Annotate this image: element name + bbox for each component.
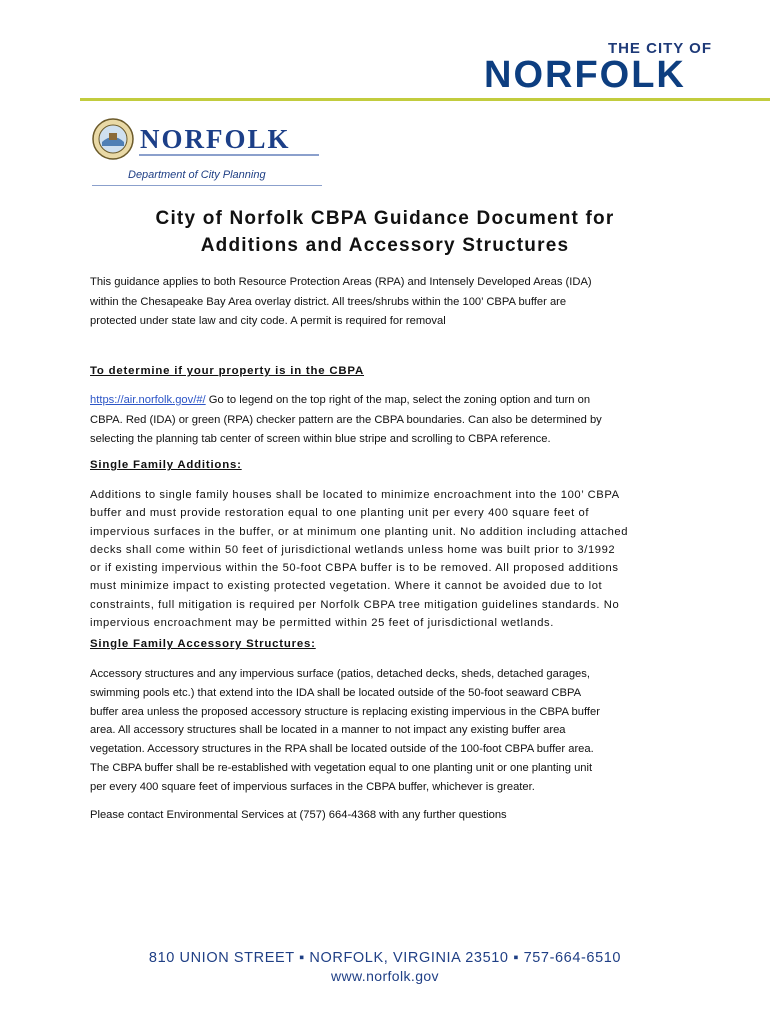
determine-line: selecting the planning tab center of screen within blue stripe and scrolling to CBPA reference. <box>90 433 551 445</box>
city-logo <box>480 40 720 95</box>
determine-line: CBPA. Red (IDA) or green (RPA) checker pattern are the CBPA boundaries. Can also be determined by <box>90 413 602 426</box>
determine-line-1-text: Go to legend on the top right of the map, select the zoning option and turn on <box>205 394 591 406</box>
accessory-line: area. All accessory structures shall be located in a manner to not impact any existing buffer area <box>90 724 566 737</box>
air-norfolk-link[interactable]: https://air.norfolk.gov/#/ <box>90 394 206 406</box>
intro-line: protected under state law and city code. A permit is required for removal <box>90 315 446 327</box>
additions-paragraph <box>90 486 690 632</box>
additions-line: decks shall come within 50 feet of jurisdictional wetlands unless home was built prior to 3/1992 <box>90 543 616 556</box>
department-divider <box>92 185 322 186</box>
accessory-heading: Single Family Accessory Structures: <box>90 638 316 650</box>
accessory-line: Accessory structures and any impervious surface (patios, detached decks, sheds, detached garages, <box>90 668 590 680</box>
contact-line <box>90 806 690 826</box>
additions-line: or if existing impervious within the 50-foot CBPA buffer is to be removed. All proposed additions <box>90 562 619 575</box>
intro-paragraph <box>90 273 690 332</box>
title-line-1: City of Norfolk CBPA Guidance Document for <box>155 208 615 229</box>
additions-line: must minimize impact to existing protected vegetation. Where it cannot be avoided due to lot <box>90 580 603 593</box>
additions-line: Additions to single family houses shall be located to minimize encroachment into the 100’ CBPA <box>90 489 620 501</box>
document-title <box>90 205 680 259</box>
accessory-line: vegetation. Accessory structures in the RPA shall be located outside of the 100-foot CBPA buffer area. <box>90 743 594 756</box>
accessory-line: buffer area unless the proposed accessory structure is replacing existing impervious in the CBPA buffer <box>90 705 600 718</box>
logo-top-line: THE CITY OF <box>607 40 712 57</box>
additions-line: constraints, full mitigation is required per Norfolk CBPA tree mitigation guidelines standards. No <box>90 598 620 611</box>
accessory-paragraph <box>90 665 690 797</box>
footer-website[interactable]: www.norfolk.gov <box>331 968 439 984</box>
additions-line: impervious encroachment may be permitted within 25 feet of jurisdictional wetlands. <box>90 617 554 630</box>
determine-paragraph <box>90 391 690 450</box>
additions-line: buffer and must provide restoration equal to one planting unit per every 400 square feet of <box>90 507 590 520</box>
brand-wordmark: NORFOLK <box>140 124 291 154</box>
logo-word: NORFOLK <box>484 54 686 96</box>
footer-address: 810 UNION STREET ▪ NORFOLK, VIRGINIA 23510 ▪ 757-664-6510 <box>148 950 622 966</box>
accessory-line: per every 400 square feet of impervious surfaces in the CBPA buffer, whichever is greater. <box>90 780 535 793</box>
brand-underline <box>139 154 319 156</box>
determine-line-1 <box>90 391 690 411</box>
title-line-2: Additions and Accessory Structures <box>200 235 570 256</box>
determine-heading: To determine if your property is in the CBPA <box>90 365 365 377</box>
additions-heading: Single Family Additions: <box>90 459 242 471</box>
intro-line: This guidance applies to both Resource Protection Areas (RPA) and Intensely Developed Areas (IDA) <box>90 276 592 288</box>
intro-line: within the Chesapeake Bay Area overlay district. All trees/shrubs within the 100’ CBPA buffer are <box>90 295 567 308</box>
additions-line: impervious surfaces in the buffer, or at minimum one planting unit. No addition including attached <box>90 525 629 538</box>
header-divider <box>80 98 770 101</box>
accessory-line: swimming pools etc.) that extend into the IDA shall be located outside of the 50-foot seaward CBPA <box>90 686 582 699</box>
contact-text: Please contact Environmental Services at (757) 664-4368 with any further questions <box>90 809 507 821</box>
department-name: Department of City Planning <box>128 169 266 181</box>
accessory-line: The CBPA buffer shall be re-established with vegetation equal to one planting unit or one planting unit <box>90 761 593 774</box>
city-seal-icon <box>92 118 134 160</box>
